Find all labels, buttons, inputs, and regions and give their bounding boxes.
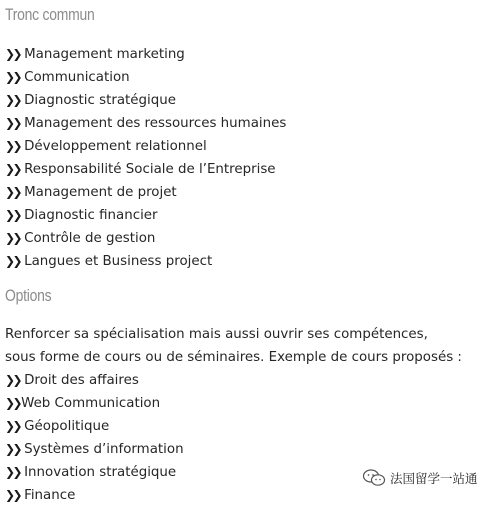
list-item-label: Innovation stratégique <box>24 465 177 480</box>
chevron-right-icon: ❯❯ <box>5 208 21 222</box>
list-item-label: Web Communication <box>21 396 161 411</box>
list-item-label: Finance <box>24 488 76 503</box>
chevron-right-icon: ❯❯ <box>5 442 21 456</box>
chevron-right-icon: ❯❯ <box>5 185 21 199</box>
list-item <box>5 250 286 273</box>
list-item <box>5 112 286 135</box>
watermark-text: 法国留学一站通 <box>390 471 478 486</box>
chevron-right-icon: ❯❯ <box>5 139 21 153</box>
list-item <box>5 369 184 392</box>
watermark <box>362 468 478 488</box>
list-item-label: Systèmes d’information <box>24 442 184 457</box>
list-item <box>5 438 184 461</box>
chevron-right-icon: ❯❯ <box>5 116 21 130</box>
section-heading-options: Options <box>5 286 52 305</box>
core-course-list <box>5 43 286 273</box>
chevron-right-icon: ❯❯ <box>5 488 21 502</box>
list-item <box>5 227 286 250</box>
chevron-right-icon: ❯❯ <box>5 93 21 107</box>
list-item-label: Management de projet <box>24 185 177 200</box>
list-item <box>5 415 184 438</box>
chevron-right-icon: ❯❯ <box>5 47 21 61</box>
chevron-right-icon: ❯❯ <box>5 373 21 387</box>
options-intro-line-1: Renforcer sa spécialisation mais aussi ouvrir ses compétences, <box>5 327 428 342</box>
options-course-list <box>5 369 184 507</box>
chevron-right-icon: ❯❯ <box>5 254 21 268</box>
list-item <box>5 204 286 227</box>
list-item <box>5 43 286 66</box>
list-item <box>5 158 286 181</box>
list-item-label: Langues et Business project <box>24 254 213 269</box>
options-intro-line-2: sous forme de cours ou de séminaires. Exemple de cours proposés : <box>5 350 462 365</box>
chevron-right-icon: ❯❯ <box>5 396 21 410</box>
list-item <box>5 66 286 89</box>
list-item-label: Management marketing <box>24 47 185 62</box>
section-heading-core: Tronc commun <box>5 5 95 24</box>
list-item <box>5 461 184 484</box>
chevron-right-icon: ❯❯ <box>5 419 21 433</box>
list-item-label: Diagnostic financier <box>24 208 158 223</box>
list-item-label: Management des ressources humaines <box>24 116 287 131</box>
list-item-label: Géopolitique <box>24 419 110 434</box>
list-item-label: Droit des affaires <box>24 373 139 388</box>
list-item <box>5 484 184 507</box>
list-item-label: Contrôle de gestion <box>24 231 156 246</box>
list-item-label: Responsabilité Sociale de l’Entreprise <box>24 162 276 177</box>
list-item-label: Communication <box>24 70 130 85</box>
chevron-right-icon: ❯❯ <box>5 162 21 176</box>
list-item <box>5 89 286 112</box>
list-item-label: Développement relationnel <box>24 139 207 154</box>
chevron-right-icon: ❯❯ <box>5 465 21 479</box>
list-item <box>5 181 286 204</box>
chevron-right-icon: ❯❯ <box>5 70 21 84</box>
chevron-right-icon: ❯❯ <box>5 231 21 245</box>
list-item <box>5 135 286 158</box>
list-item-label: Diagnostic stratégique <box>24 93 176 108</box>
list-item <box>5 392 184 415</box>
wechat-icon <box>362 468 386 488</box>
